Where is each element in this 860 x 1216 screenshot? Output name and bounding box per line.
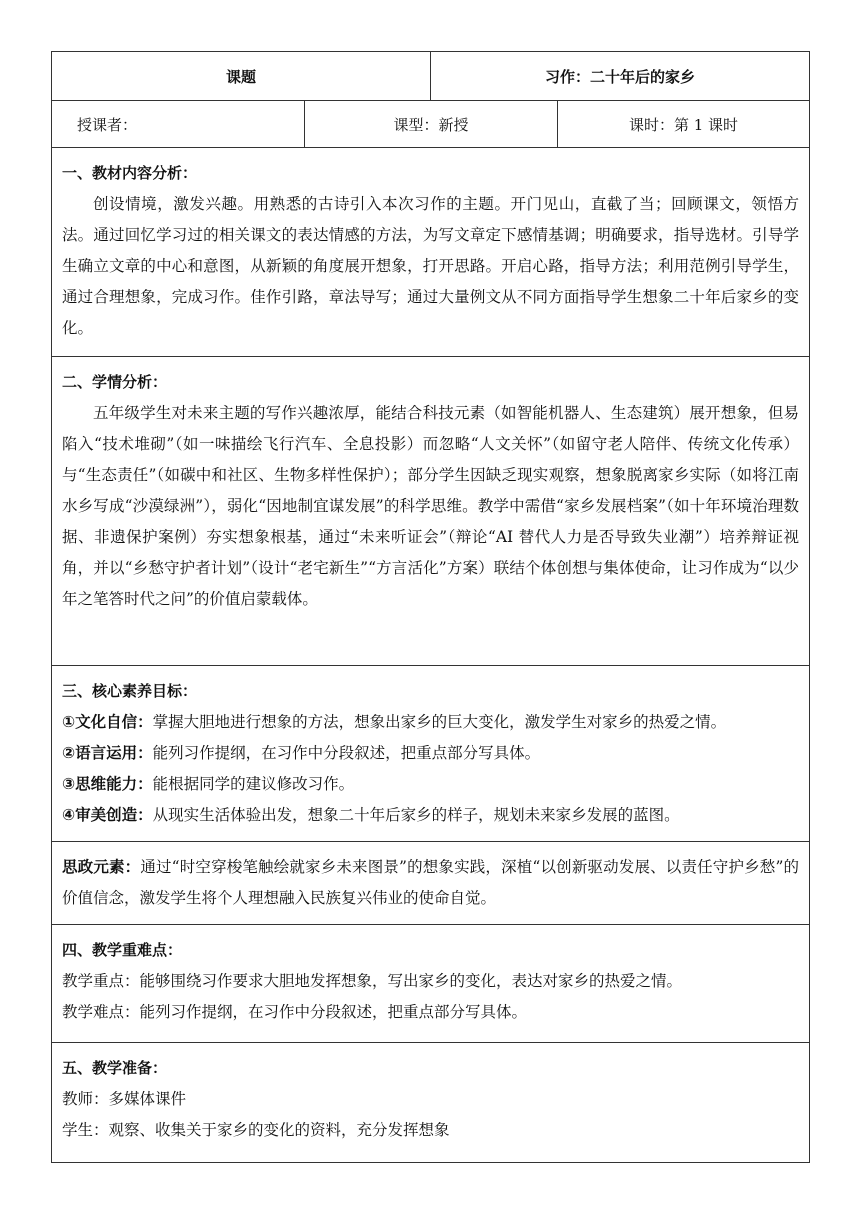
subject-label: 课题 [52,52,431,101]
goal-item [62,707,799,738]
lesson-title: 习作：二十年后的家乡 [431,52,810,101]
ideology-text: 通过“时空穿梭笔触绘就家乡未来图景”的想象实践，深植“以创新驱动发展、以责任守护乡愁”的价值信念，激发学生将个人理想融入民族复兴伟业的使命自觉。 [62,858,800,907]
section-title: 三、核心素养目标： [62,682,198,700]
lesson-type-cell: 课型：新授 [305,101,558,148]
goal-text: 能根据同学的建议修改习作。 [152,775,355,793]
student-prep: 学生：观察、收集关于家乡的变化的资料，充分发挥想象 [62,1121,450,1139]
preparation-row [52,1043,810,1163]
goal-label: ①文化自信： [62,713,153,731]
ideology-row [52,842,810,925]
goal-item [62,738,799,769]
teacher-prep: 教师：多媒体课件 [62,1090,187,1108]
section-title: 四、教学重难点： [62,941,183,959]
lesson-period-cell: 课时：第 1 课时 [558,101,810,148]
section-title: 五、教学准备： [62,1059,168,1077]
goal-label: ②语言运用： [62,744,153,762]
section-title: 一、教材内容分析： [62,164,198,182]
ideology-cell [52,842,810,925]
student-analysis-row [52,357,810,666]
goal-label: ④审美创造： [62,806,153,824]
textbook-analysis-row [52,148,810,357]
ideology-label: 思政元素： [62,858,141,876]
textbook-analysis-cell [52,148,810,357]
teacher-cell: 授课者： [52,101,305,148]
section-body: 五年级学生对未来主题的写作兴趣浓厚，能结合科技元素（如智能机器人、生态建筑）展开想象，但易陷入“技术堆砌”（如一味描绘飞行汽车、全息投影）而忽略“人文关怀”（如留守老人陪伴、传统文化传承）与“生态责任”（如碳中和社区、生物多样性保护）；部分学生因缺乏现实观察，想象脱离家乡实际（如将江南水乡写成“沙漠绿洲”），弱化“因地制宜谋发展”的科学思维。教学中需借“家乡发展档案”（如十年环境治理数据、非遗保护案例）夯实想象根基，通过“未来听证会”（辩论“AI 替代人力是否导致失业潮”）培养辩证视角，并以“乡愁守护者计划”（设计“老宅新生”“方言活化”方案）联结个体创想与集体使命，让习作成为“以少年之笔答时代之问”的价值启蒙载体。 [62,404,800,608]
goal-text: 掌握大胆地进行想象的方法，想象出家乡的巨大变化，激发学生对家乡的热爱之情。 [152,713,727,731]
student-analysis-cell [52,357,810,666]
lesson-plan-table [51,51,810,1163]
key-difficult-cell [52,925,810,1043]
key-point: 教学重点：能够围绕习作要求大胆地发挥想象，写出家乡的变化，表达对家乡的热爱之情。 [62,972,683,990]
lesson-plan-sheet [51,51,809,1163]
goal-item [62,769,799,800]
section-body: 创设情境，激发兴趣。用熟悉的古诗引入本次习作的主题。开门见山，直截了当；回顾课文，领悟方法。通过回忆学习过的相关课文的表达情感的方法，为写文章定下感情基调；明确要求，指导选材。引导学生确立文章的中心和意图，从新颖的角度展开想象，打开思路。开启心路，指导方法；利用范例引导学生，通过合理想象，完成习作。佳作引路，章法导写；通过大量例文从不同方面指导学生想象二十年后家乡的变化。 [62,195,800,337]
goal-text: 能列习作提纲，在习作中分段叙述，把重点部分写具体。 [152,744,541,762]
goal-text: 从现实生活体验出发，想象二十年后家乡的样子，规划未来家乡发展的蓝图。 [152,806,680,824]
section-title: 二、学情分析： [62,373,168,391]
core-goals-cell [52,666,810,842]
difficult-point: 教学难点：能列习作提纲，在习作中分段叙述，把重点部分写具体。 [62,1003,528,1021]
goal-item [62,800,799,831]
meta-row [52,101,810,148]
header-row [52,52,810,101]
preparation-cell [52,1043,810,1163]
key-difficult-row [52,925,810,1043]
core-goals-row [52,666,810,842]
goal-label: ③思维能力： [62,775,153,793]
